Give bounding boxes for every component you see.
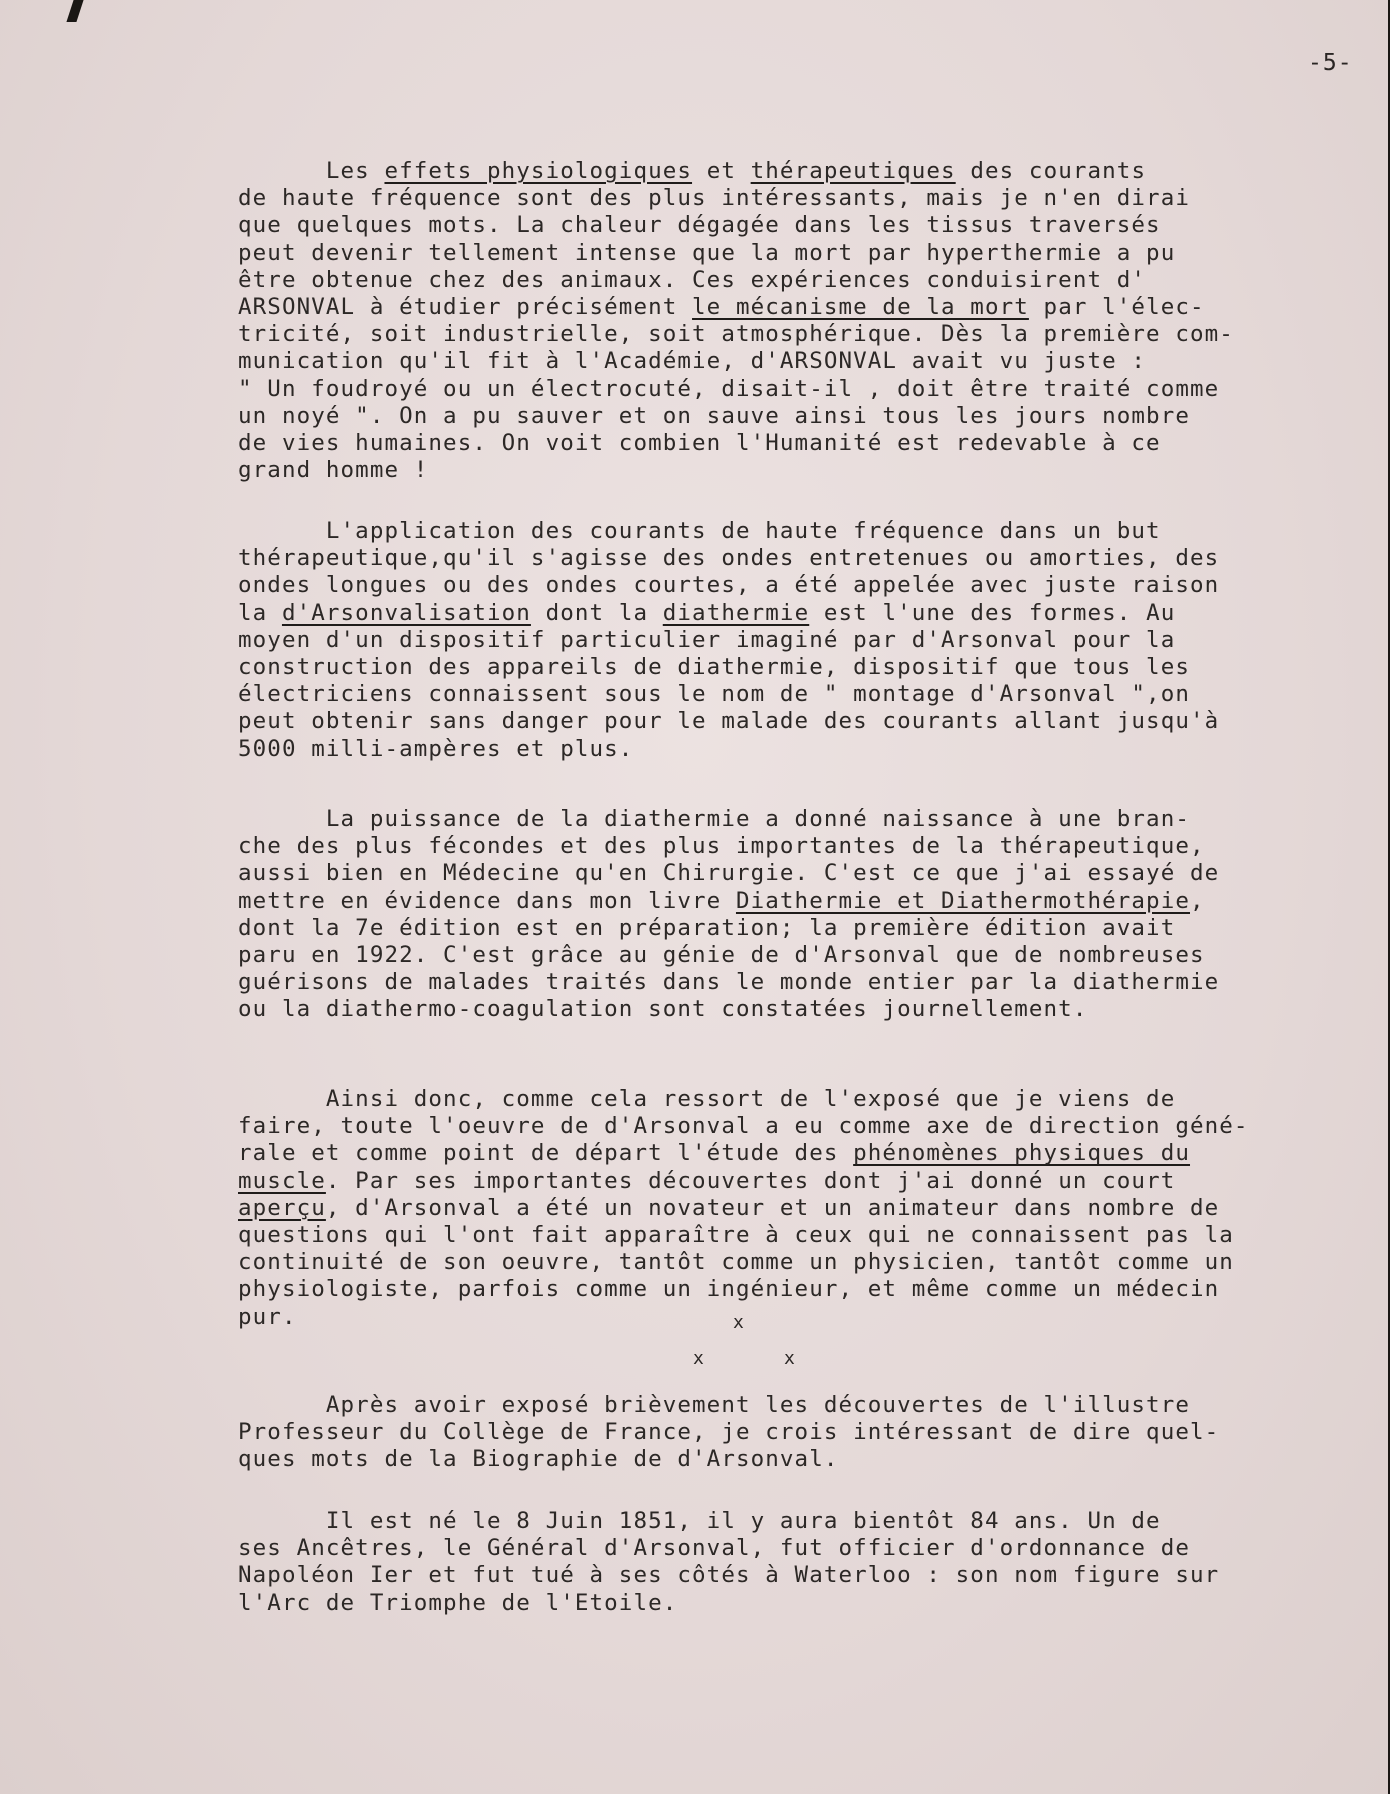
text-run: Après avoir exposé brièvement les découvertes de l'illustre xyxy=(238,1392,1190,1418)
underlined-phrase: le mécanisme de la mort xyxy=(692,293,1029,320)
text-run: pur. xyxy=(238,1303,297,1330)
text-run: paru en 1922. C'est grâce au génie de d'Arsonval que de nombreuses xyxy=(238,941,1205,968)
text-line xyxy=(238,1086,1358,1113)
text-run: aussi bien en Médecine qu'en Chirurgie. C'est ce que j'ai essayé de xyxy=(238,860,1220,887)
text-run: un noyé ". On a pu sauver et on sauve ainsi tous les jours nombre xyxy=(238,402,1190,429)
text-run: che des plus fécondes et des plus importantes de la thérapeutique, xyxy=(238,833,1205,860)
text-run: . Par ses importantes découvertes dont j'ai donné un court xyxy=(325,1167,1176,1194)
text-line xyxy=(238,654,1358,681)
text-line xyxy=(238,457,1358,484)
text-line xyxy=(238,833,1358,860)
text-run: grand homme ! xyxy=(238,457,429,484)
text-line xyxy=(238,1535,1358,1562)
text-line xyxy=(238,240,1358,267)
underlined-phrase: Diathermie et Diathermothérapie xyxy=(735,887,1190,914)
text-line xyxy=(238,996,1358,1023)
underlined-phrase: diathermie xyxy=(662,599,810,626)
text-line xyxy=(238,1140,1358,1167)
text-line xyxy=(238,681,1358,708)
paragraph-arsonvalisation xyxy=(238,518,1358,763)
text-run: électriciens connaissent sous le nom de " montage d'Arsonval ",on xyxy=(238,681,1190,708)
text-run: , xyxy=(1190,887,1205,914)
text-run: que quelques mots. La chaleur dégagée dans les tissus traversés xyxy=(238,212,1161,239)
text-line xyxy=(238,942,1358,969)
text-line xyxy=(238,708,1358,735)
text-run: tricité, soit industrielle, soit atmosphérique. Dès la première com- xyxy=(238,321,1234,348)
text-run: Ainsi donc, comme cela ressort de l'exposé que je viens de xyxy=(238,1086,1176,1112)
text-line xyxy=(238,860,1358,887)
paragraph-high-frequency-effects xyxy=(238,158,1358,484)
text-line xyxy=(238,888,1358,915)
text-run: ondes longues ou des ondes courtes, a été appelée avec juste raison xyxy=(238,572,1220,599)
text-line xyxy=(238,1590,1358,1617)
text-line xyxy=(238,518,1358,545)
text-line xyxy=(238,1276,1358,1303)
text-line xyxy=(238,321,1358,348)
text-run: 5000 milli-ampères et plus. xyxy=(238,735,634,762)
text-line xyxy=(238,158,1358,185)
underlined-phrase: muscle xyxy=(238,1167,326,1194)
text-run: Il est né le 8 Juin 1851, il y aura bientôt 84 ans. Un de xyxy=(238,1508,1161,1534)
text-run: " Un foudroyé ou un électrocuté, disait-il , doit être traité comme xyxy=(238,375,1220,402)
text-run: ses Ancêtres, le Général d'Arsonval, fut officier d'ordonnance de xyxy=(238,1535,1190,1562)
paragraph-biography-intro xyxy=(238,1392,1358,1474)
text-line xyxy=(238,185,1358,212)
text-run: la xyxy=(238,599,282,626)
page-number: -5- xyxy=(1308,50,1353,76)
corner-ink-mark xyxy=(66,0,83,22)
text-line xyxy=(238,600,1358,627)
text-run: dont la xyxy=(530,599,663,626)
text-run: ou la diathermo-coagulation sont constatées journellement. xyxy=(238,996,1088,1023)
text-line xyxy=(238,348,1358,375)
text-run: de vies humaines. On voit combien l'Humanité est redevable à ce xyxy=(238,429,1161,456)
text-line xyxy=(238,545,1358,572)
text-line xyxy=(238,1249,1358,1276)
text-line xyxy=(238,1168,1358,1195)
text-run: de haute fréquence sont des plus intéressants, mais je n'en dirai xyxy=(238,185,1190,212)
text-run: guérisons de malades traités dans le monde entier par la diathermie xyxy=(238,969,1220,996)
text-run: l'Arc de Triomphe de l'Etoile. xyxy=(238,1589,678,1616)
text-run: faire, toute l'oeuvre de d'Arsonval a eu comme axe de direction géné- xyxy=(238,1113,1249,1140)
text-run: ARSONVAL à étudier précisément xyxy=(238,293,693,320)
text-run: construction des appareils de diathermie, dispositif que tous les xyxy=(238,653,1190,680)
text-line xyxy=(238,1508,1358,1535)
text-line xyxy=(238,1446,1358,1473)
text-line xyxy=(238,915,1358,942)
text-run: rale et comme point de départ l'étude des xyxy=(238,1140,854,1167)
text-run: dont la 7e édition est en préparation; la première édition avait xyxy=(238,914,1176,941)
paragraph-birth xyxy=(238,1508,1358,1617)
text-run: mettre en évidence dans mon livre xyxy=(238,887,736,914)
text-run: thérapeutique,qu'il s'agisse des ondes entretenues ou amorties, des xyxy=(238,545,1220,572)
text-run: munication qu'il fit à l'Académie, d'ARSONVAL avait vu juste : xyxy=(238,348,1147,375)
text-run: peut obtenir sans danger pour le malade des courants allant jusqu'à xyxy=(238,708,1220,735)
text-line xyxy=(238,627,1358,654)
text-line xyxy=(238,403,1358,430)
text-run: par l'élec- xyxy=(1028,293,1205,320)
text-run: peut devenir tellement intense que la mort par hyperthermie a pu xyxy=(238,239,1176,266)
text-line xyxy=(238,572,1358,599)
text-line xyxy=(238,1419,1358,1446)
text-run: L'application des courants de haute fréquence dans un but xyxy=(238,518,1161,544)
underlined-phrase: phénomènes physiques du xyxy=(853,1140,1191,1167)
text-line xyxy=(238,1392,1358,1419)
text-run: ques mots de la Biographie de d'Arsonval. xyxy=(238,1446,839,1473)
text-line xyxy=(238,1304,1358,1331)
text-line xyxy=(238,1195,1358,1222)
text-line xyxy=(238,430,1358,457)
underlined-phrase: aperçu xyxy=(238,1194,326,1221)
paragraph-oeuvre-summary xyxy=(238,1086,1358,1331)
text-line xyxy=(238,806,1358,833)
text-run: physiologiste, parfois comme un ingénieur, et même comme un médecin xyxy=(238,1276,1220,1303)
separator-mark-top: x xyxy=(733,1312,744,1333)
underlined-phrase: thérapeutiques xyxy=(750,158,956,184)
text-run: Napoléon Ier et fut tué à ses côtés à Waterloo : son nom figure sur xyxy=(238,1562,1220,1589)
text-run: Professeur du Collège de France, je crois intéressant de dire quel- xyxy=(238,1419,1220,1446)
text-run: , d'Arsonval a été un novateur et un animateur dans nombre de xyxy=(325,1194,1220,1221)
text-run: Les xyxy=(238,158,385,184)
paragraph-diathermy xyxy=(238,806,1358,1024)
text-run: questions qui l'ont fait apparaître à ceux qui ne connaissent pas la xyxy=(238,1221,1234,1248)
text-line xyxy=(238,294,1358,321)
text-run: des courants xyxy=(955,158,1147,184)
text-line xyxy=(238,212,1358,239)
text-line xyxy=(238,1113,1358,1140)
text-run: moyen d'un dispositif particulier imaginé par d'Arsonval pour la xyxy=(238,626,1176,653)
underlined-phrase: d'Arsonvalisation xyxy=(281,599,531,626)
text-run: continuité de son oeuvre, tantôt comme un physicien, tantôt comme un xyxy=(238,1249,1234,1276)
text-line xyxy=(238,969,1358,996)
text-line xyxy=(238,267,1358,294)
text-line xyxy=(238,736,1358,763)
separator-mark-right: x xyxy=(784,1348,795,1369)
text-run: est l'une des formes. Au xyxy=(809,599,1176,626)
text-run: La puissance de la diathermie a donné naissance à une bran- xyxy=(238,806,1190,832)
text-line xyxy=(238,376,1358,403)
text-line xyxy=(238,1222,1358,1249)
text-run: être obtenue chez des animaux. Ces expériences conduisirent d' xyxy=(238,266,1147,293)
underlined-phrase: effets physiologiques xyxy=(384,158,693,184)
separator-mark-left: x xyxy=(693,1348,704,1369)
text-line xyxy=(238,1562,1358,1589)
text-run: et xyxy=(692,158,751,184)
